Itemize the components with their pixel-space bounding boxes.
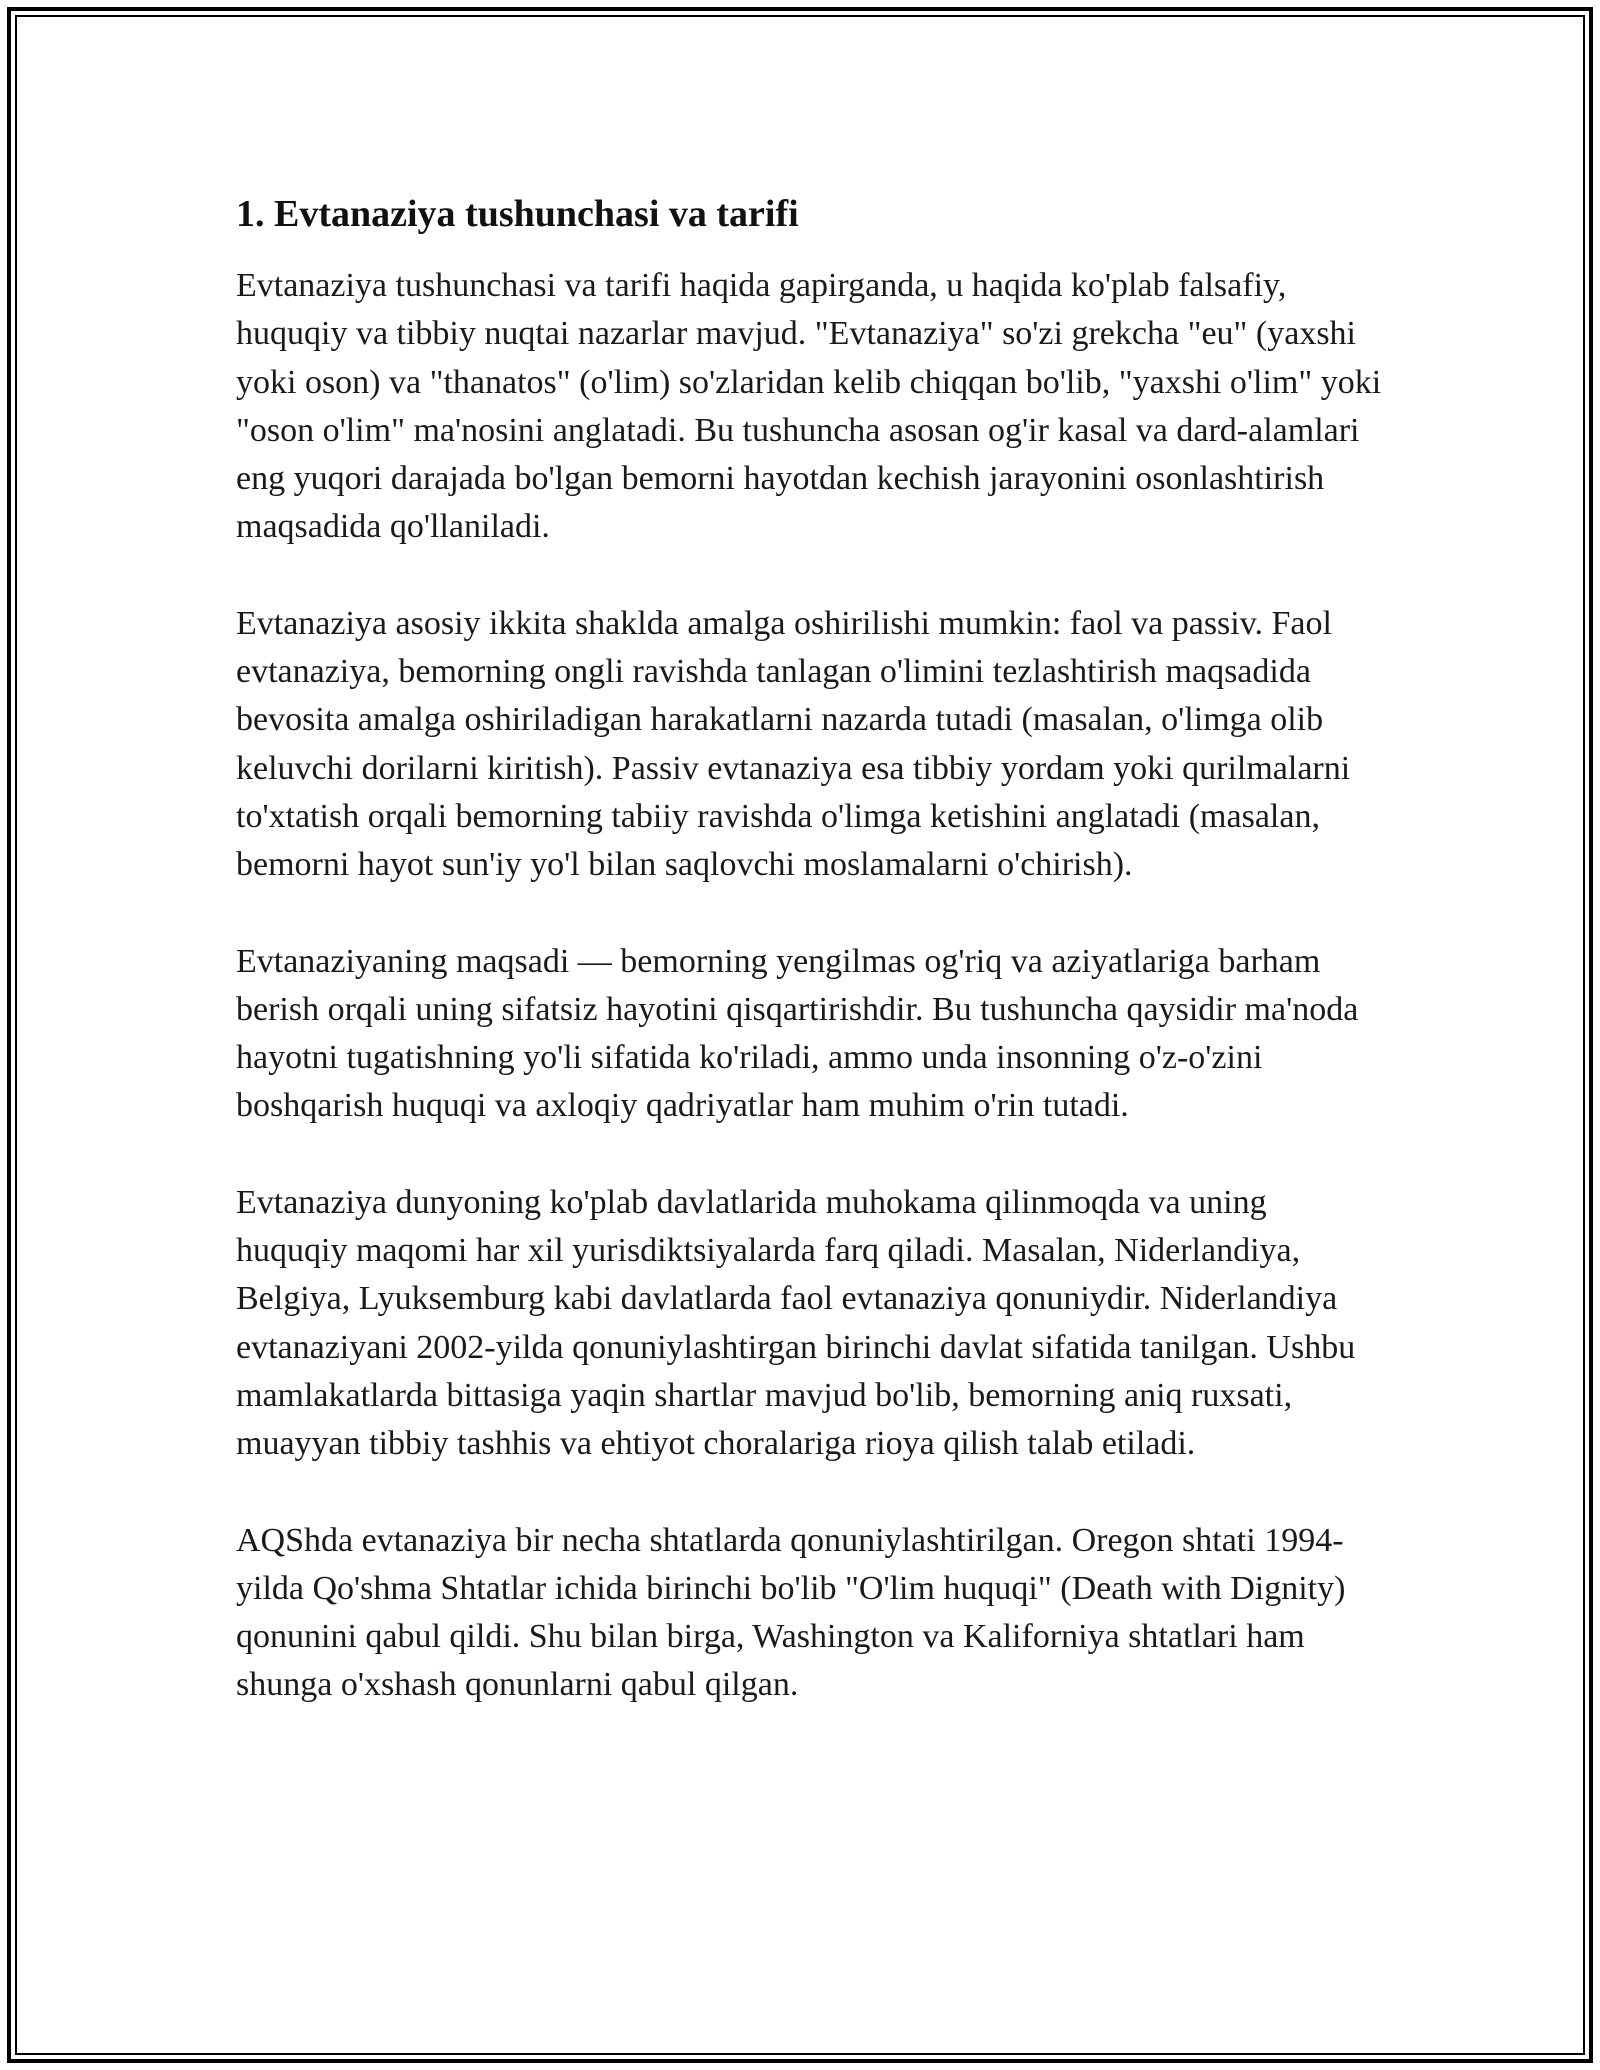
paragraph-purpose: Evtanaziyaning maqsadi — bemorning yengilmas og'riq va aziyatlariga barham berish orqali uning sifatsiz hayotini qisqartirishdir. Bu tushuncha qaysidir ma'noda hayotni tugatishning yo'li sifatida ko'riladi, ammo unda insonning o'z-o'zini boshqarish huquqi va axloqiy qadriyatlar ham muhim o'rin tutadi.	[236, 942, 1359, 1125]
paragraph-countries: Evtanaziya dunyoning ko'plab davlatlarida muhokama qilinmoqda va uning huquqiy maqomi har xil yurisdiktsiyalarda farq qiladi. Masalan, Niderlandiya, Belgiya, Lyuksemburg kabi davlatlarda faol evtanaziya qonuniydir. Niderlandiya evtanaziyani 2002-yilda qonuniylashtirgan birinchi davlat sifatida tanilgan. Ushbu mamlakatlarda bittasiga yaqin shartlar mavjud bo'lib, bemorning aniq ruxsati, muayyan tibbiy tashhis va ehtiyot choralariga rioya qilish talab etiladi.	[236, 1183, 1356, 1463]
paragraph-usa: AQShda evtanaziya bir necha shtatlarda qonuniylashtirilgan. Oregon shtati 1994-yilda Qo'shma Shtatlar ichida birinchi bo'lib "O'lim huquqi" (Death with Dignity) qonunini qabul qildi. Shu bilan birga, Washington va Kaliforniya shtatlari ham shunga o'xshash qonunlarni qabul qilgan.	[236, 1521, 1346, 1704]
paragraph-definition: Evtanaziya tushunchasi va tarifi haqida gapirganda, u haqida ko'plab falsafiy, huquqiy va tibbiy nuqtai nazarlar mavjud. "Evtanaziya" so'zi grekcha "eu" (yaxshi yoki oson) va "thanatos" (o'lim) so'zlaridan kelib chiqqan bo'lib, "yaxshi o'lim" yoki "oson o'lim" ma'nosini anglatadi. Bu tushuncha asosan og'ir kasal va dard-alamlari eng yuqori darajada bo'lgan bemorni hayotdan kechish jarayonini osonlashtirish maqsadida qo'llaniladi.	[236, 267, 1382, 546]
section-heading: 1. Evtanaziya tushunchasi va tarifi	[236, 193, 799, 235]
document-body	[236, 186, 1386, 1758]
paragraph-forms: Evtanaziya asosiy ikkita shaklda amalga oshirilishi mumkin: faol va passiv. Faol evtanaziya, bemorning ongli ravishda tanlagan o'limini tezlashtirish maqsadida bevosita amalga oshiriladigan harakatlarni nazarda tutadi (masalan, o'limga olib keluvchi dorilarni kiritish). Passiv evtanaziya esa tibbiy yordam yoki qurilmalarni to'xtatish orqali bemorning tabiiy ravishda o'limga ketishini anglatadi (masalan, bemorni hayot sun'iy yo'l bilan saqlovchi moslamalarni o'chirish).	[236, 604, 1351, 884]
